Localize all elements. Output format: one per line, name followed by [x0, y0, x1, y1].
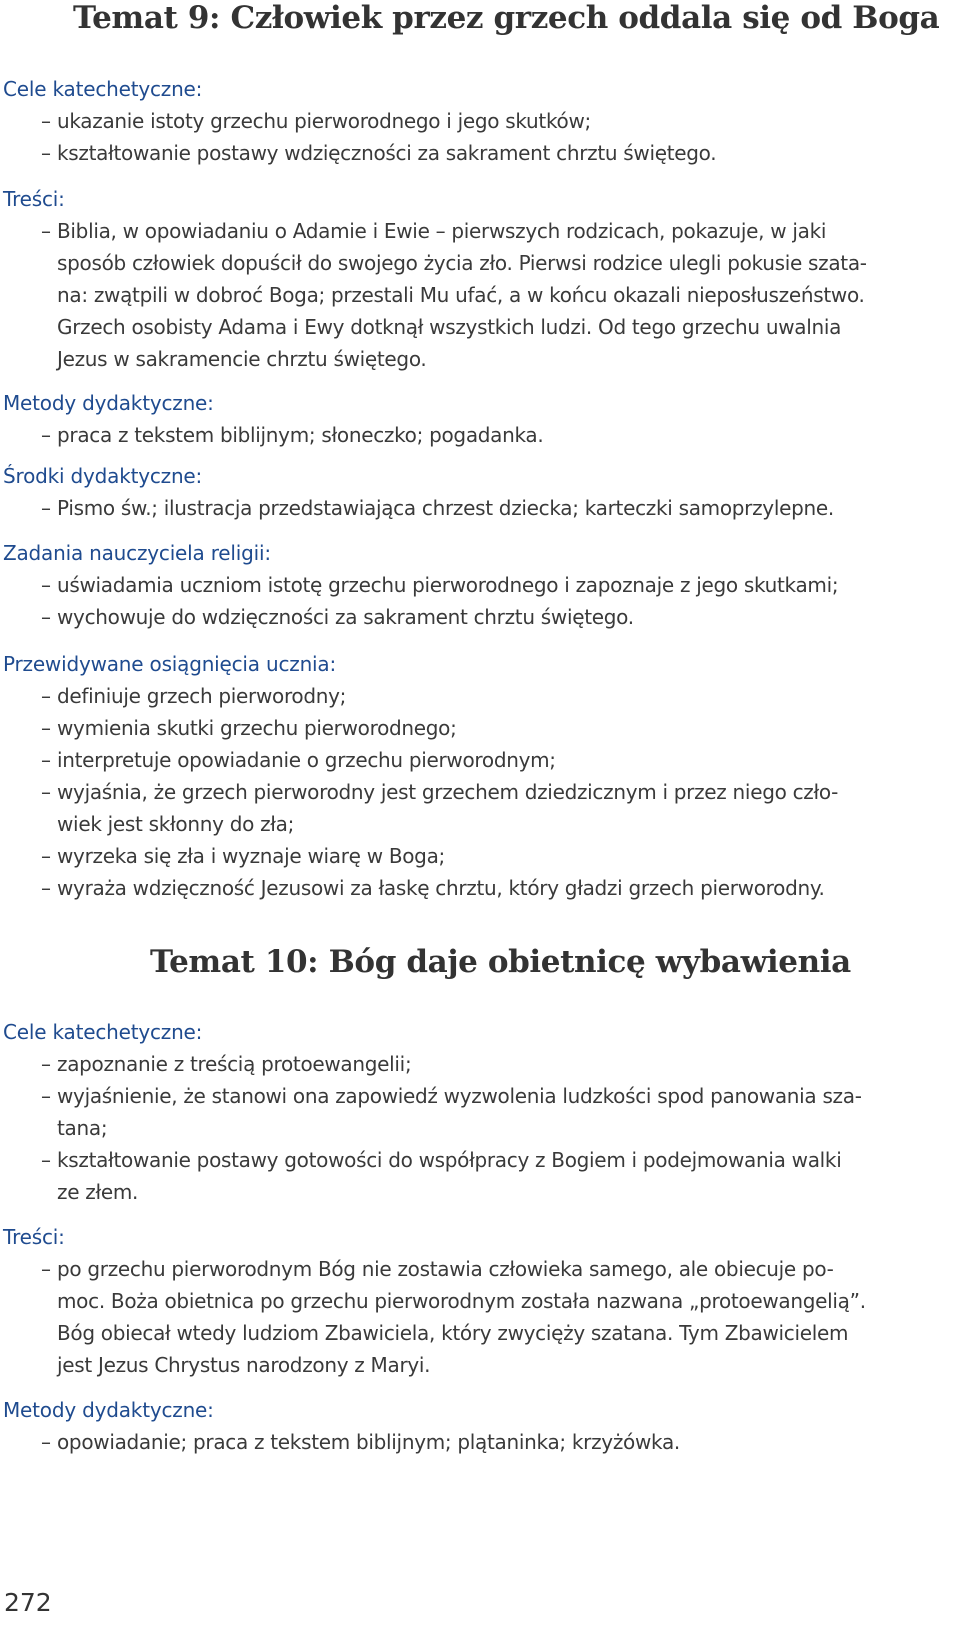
list-item-text: zapoznanie z treścią protoewangelii; — [57, 1052, 412, 1076]
dash-bullet: – — [41, 141, 51, 165]
dash-bullet: – — [41, 109, 51, 133]
list-item-text: Pismo św.; ilustracja przedstawiająca chrzest dziecka; karteczki samoprzylepne. — [57, 496, 834, 520]
section-means — [3, 460, 928, 524]
list-item — [3, 1253, 928, 1381]
section-heading: Środki dydaktyczne: — [3, 464, 203, 488]
dash-bullet: – — [41, 780, 51, 804]
dash-bullet: – — [41, 496, 51, 520]
list-item — [3, 601, 928, 633]
section-heading: Cele katechetyczne: — [3, 1020, 203, 1044]
section-student-outcomes — [3, 648, 928, 904]
dash-bullet: – — [41, 605, 51, 629]
section-methods — [3, 387, 928, 451]
list-item-text: definiuje grzech pierworodny; — [57, 684, 347, 708]
dash-bullet: – — [41, 573, 51, 597]
list-item-text: kształtowanie postawy wdzięczności za sakrament chrztu świętego. — [57, 141, 717, 165]
list-item-text: interpretuje opowiadanie o grzechu pierworodnym; — [57, 748, 556, 772]
dash-bullet: – — [41, 748, 51, 772]
dash-bullet: – — [41, 1148, 51, 1172]
bullet-list — [3, 215, 928, 375]
list-item-text: wyjaśnia, że grzech pierworodny jest grzechem dziedzicznym i przez niego czło- wiek jest skłonny do zła; — [57, 780, 839, 836]
list-item-text: wychowuje do wdzięczności za sakrament chrztu świętego. — [57, 605, 634, 629]
section-heading: Przewidywane osiągnięcia ucznia: — [3, 652, 336, 676]
section-heading: Cele katechetyczne: — [3, 77, 203, 101]
list-item — [3, 105, 928, 137]
section-objectives — [3, 1016, 928, 1208]
page-number: 272 — [4, 1588, 52, 1617]
section-content — [3, 1221, 928, 1381]
section-heading: Metody dydaktyczne: — [3, 391, 214, 415]
list-item-text: opowiadanie; praca z tekstem biblijnym; plątaninka; krzyżówka. — [57, 1430, 680, 1454]
list-item-text: uświadamia uczniom istotę grzechu pierworodnego i zapoznaje z jego skutkami; — [57, 573, 839, 597]
dash-bullet: – — [41, 423, 51, 447]
list-item — [3, 215, 928, 375]
list-item-text: po grzechu pierworodnym Bóg nie zostawia człowieka samego, ale obiecuje po- moc. Boża obietnica po grzechu pierworodnym została nazwana „protoewangelią”. Bóg obiecał wtedy ludziom Zbawiciela, który zwycięży szatana. Tym Zbawicielem jest Jezus Chrystus narodzony z Maryi. — [57, 1257, 866, 1377]
bullet-list — [3, 569, 928, 633]
dash-bullet: – — [41, 716, 51, 740]
dash-bullet: – — [41, 844, 51, 868]
list-item — [3, 569, 928, 601]
topic-title: Temat 9: Człowiek przez grzech oddala się od Boga — [73, 0, 940, 36]
section-heading: Metody dydaktyczne: — [3, 1398, 214, 1422]
bullet-list — [3, 1253, 928, 1381]
section-heading: Treści: — [3, 1225, 65, 1249]
list-item — [3, 1426, 928, 1458]
list-item — [3, 776, 928, 840]
section-content — [3, 183, 928, 375]
section-heading: Zadania nauczyciela religii: — [3, 541, 271, 565]
list-item — [3, 712, 928, 744]
bullet-list — [3, 105, 928, 169]
bullet-list — [3, 1426, 928, 1458]
dash-bullet: – — [41, 1084, 51, 1108]
list-item — [3, 680, 928, 712]
topic-title: Temat 10: Bóg daje obietnicę wybawienia — [150, 944, 851, 980]
list-item — [3, 1144, 928, 1208]
dash-bullet: – — [41, 1430, 51, 1454]
bullet-list — [3, 1048, 928, 1208]
list-item-text: kształtowanie postawy gotowości do współpracy z Bogiem i podejmowania walki ze złem. — [57, 1148, 842, 1204]
list-item-text: praca z tekstem biblijnym; słoneczko; pogadanka. — [57, 423, 544, 447]
list-item-text: Biblia, w opowiadaniu o Adamie i Ewie – pierwszych rodzicach, pokazuje, w jaki sposób człowiek dopuścił do swojego życia zło. Pierwsi rodzice ulegli pokusie szata- na: zwątpili w dobroć Boga; przestali Mu ufać, a w końcu okazali nieposłuszeństwo. Grzech osobisty Adama i Ewy dotknął wszystkich ludzi. Od tego grzechu uwalnia Jezus w sakramencie chrztu świętego. — [57, 219, 867, 371]
bullet-list — [3, 680, 928, 904]
list-item — [3, 137, 928, 169]
list-item — [3, 840, 928, 872]
list-item — [3, 872, 928, 904]
list-item — [3, 1048, 928, 1080]
dash-bullet: – — [41, 684, 51, 708]
bullet-list — [3, 492, 928, 524]
list-item — [3, 744, 928, 776]
section-heading: Treści: — [3, 187, 65, 211]
list-item-text: wyrzeka się zła i wyznaje wiarę w Boga; — [57, 844, 445, 868]
dash-bullet: – — [41, 219, 51, 243]
dash-bullet: – — [41, 876, 51, 900]
section-objectives — [3, 73, 928, 169]
list-item — [3, 1080, 928, 1144]
list-item — [3, 492, 928, 524]
list-item-text: wyraża wdzięczność Jezusowi za łaskę chrztu, który gładzi grzech pierworodny. — [57, 876, 825, 900]
bullet-list — [3, 419, 928, 451]
dash-bullet: – — [41, 1052, 51, 1076]
section-methods — [3, 1394, 928, 1458]
dash-bullet: – — [41, 1257, 51, 1281]
list-item-text: ukazanie istoty grzechu pierworodnego i jego skutków; — [57, 109, 591, 133]
section-teacher-tasks — [3, 537, 928, 633]
list-item — [3, 419, 928, 451]
list-item-text: wyjaśnienie, że stanowi ona zapowiedź wyzwolenia ludzkości spod panowania sza- tana; — [57, 1084, 862, 1140]
list-item-text: wymienia skutki grzechu pierworodnego; — [57, 716, 457, 740]
